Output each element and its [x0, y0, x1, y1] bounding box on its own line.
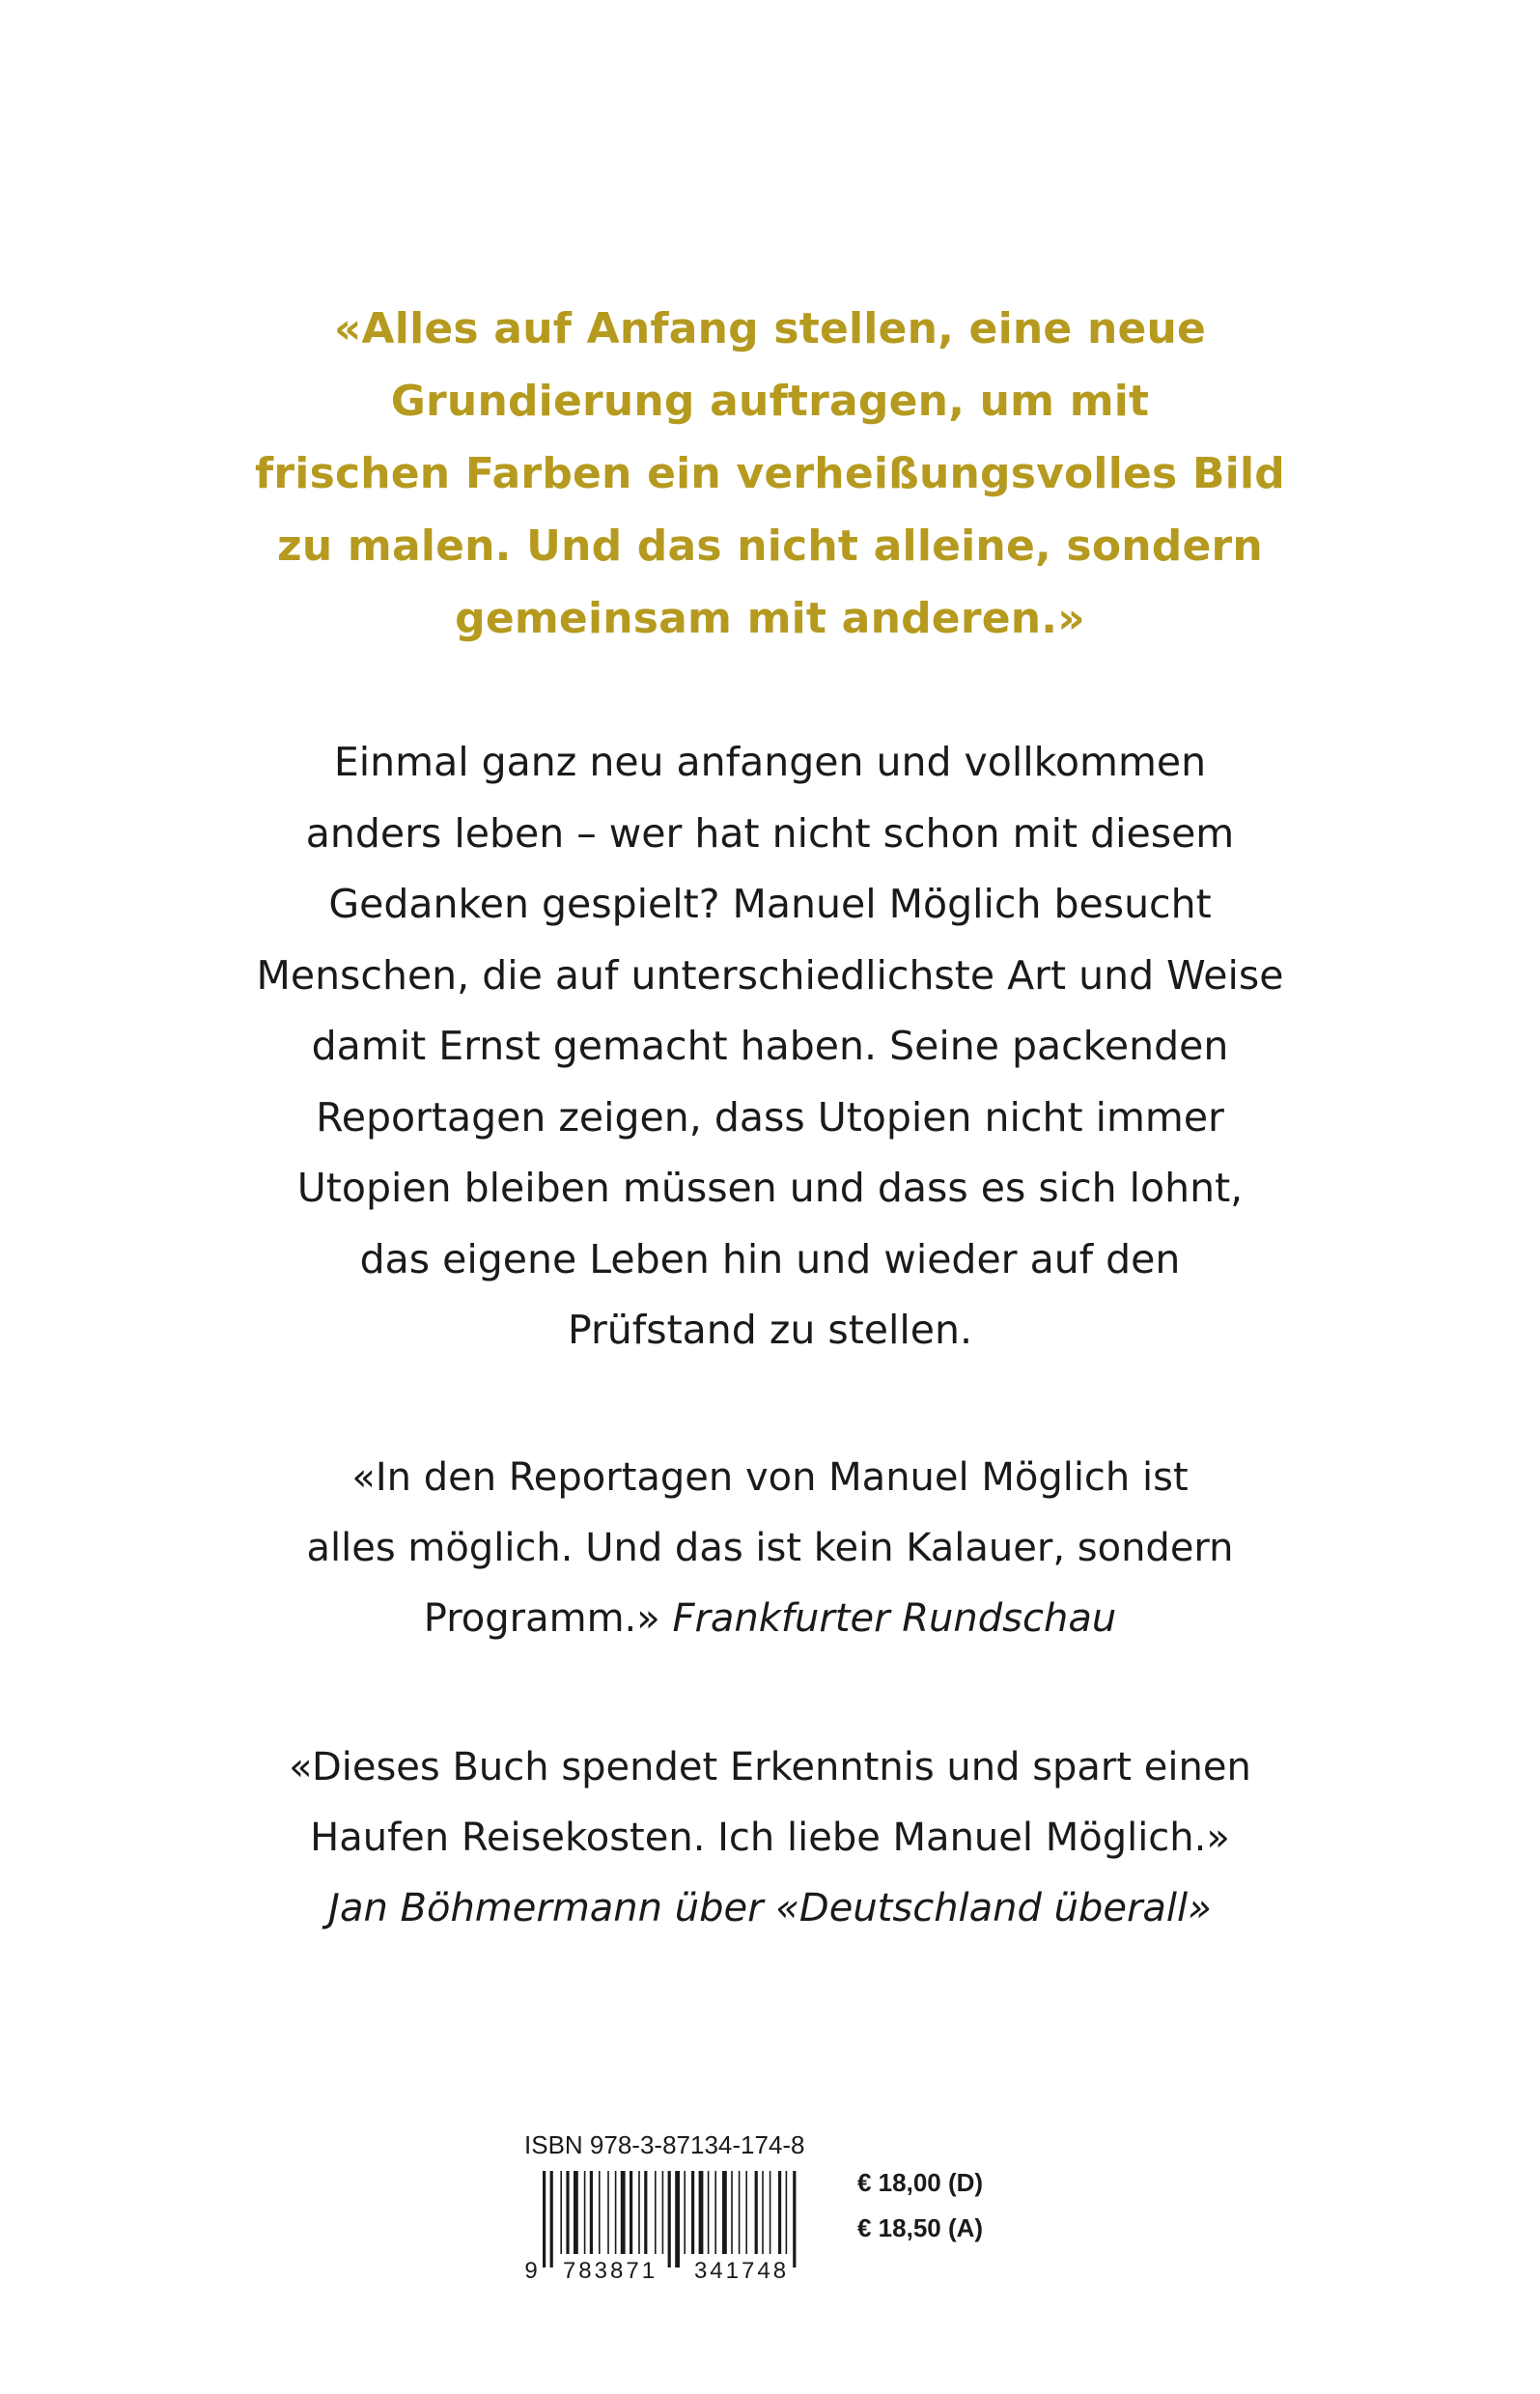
barcode-digits-left: 783871 — [562, 2258, 658, 2283]
barcode-bar — [691, 2171, 694, 2254]
barcode-bar — [793, 2171, 796, 2267]
barcode-bar — [722, 2171, 727, 2254]
barcode-bar — [644, 2171, 647, 2254]
barcode-bar — [786, 2171, 788, 2254]
review-text: Programm.» — [423, 1596, 660, 1641]
description-line: Reportagen zeigen, dass Utopien nicht immer — [316, 1093, 1224, 1141]
review-line: «Dieses Buch spendet Erkenntnis und spart einen — [289, 1745, 1251, 1789]
barcode-bar — [560, 2171, 562, 2254]
barcode-bar — [714, 2171, 716, 2254]
description-line: damit Ernst gemacht haben. Seine packenden — [311, 1023, 1229, 1069]
review-line — [0, 1584, 1540, 1654]
barcode-bar — [543, 2171, 546, 2267]
description-line: anders leben – wer hat nicht schon mit diesem — [305, 809, 1235, 857]
review-jan-boehmermann — [0, 1732, 1540, 1944]
barcode-bar — [655, 2171, 657, 2254]
description-line: Prüfstand zu stellen. — [567, 1307, 973, 1353]
barcode-digit-prefix: 9 — [524, 2258, 538, 2283]
barcode-bar — [708, 2171, 710, 2254]
barcode-bar — [739, 2171, 741, 2254]
price-austria: € 18,50 (A) — [857, 2213, 984, 2242]
isbn-label: ISBN 978-3-87134-174-8 — [524, 2130, 805, 2159]
review-source: Frankfurter Rundschau — [672, 1596, 1117, 1641]
pull-quote-line: zu malen. Und das nicht alleine, sondern — [277, 521, 1263, 571]
barcode-bar — [615, 2171, 617, 2254]
barcode-bar — [566, 2171, 569, 2254]
barcode-bar — [607, 2171, 609, 2254]
pull-quote-line: frischen Farben ein verheißungsvolles Bild — [255, 449, 1285, 498]
pull-quote-line: Grundierung auftragen, um mit — [390, 377, 1150, 426]
description-line: Utopien bleiben müssen und dass es sich lohnt, — [296, 1165, 1244, 1211]
barcode-bar — [762, 2171, 764, 2254]
barcode-bar — [675, 2171, 680, 2267]
review-frankfurter-rundschau — [0, 1443, 1540, 1654]
pull-quote-line: «Alles auf Anfang stellen, eine neue — [333, 304, 1207, 353]
barcode-bar — [584, 2171, 586, 2254]
pull-quote-line: gemeinsam mit anderen.» — [455, 594, 1085, 643]
review-line: alles möglich. Und das ist kein Kalauer, sondern — [306, 1526, 1234, 1570]
barcode-bar — [778, 2171, 781, 2254]
description-line: Gedanken gespielt? Manuel Möglich besucht — [328, 881, 1212, 927]
barcode-bar — [599, 2171, 601, 2254]
barcode-bar — [662, 2171, 664, 2254]
barcode-bar — [668, 2171, 671, 2267]
barcode-bar — [770, 2171, 771, 2254]
barcode-bar — [699, 2171, 704, 2254]
barcode — [523, 2169, 832, 2283]
barcode-digits-right: 341748 — [693, 2258, 790, 2283]
barcode-bar — [621, 2171, 626, 2254]
book-description — [0, 727, 1540, 1366]
barcode-bars — [543, 2171, 796, 2267]
barcode-bar — [630, 2171, 632, 2254]
pull-quote — [0, 293, 1540, 655]
review-line: Haufen Reisekosten. Ich liebe Manuel Möglich.» — [310, 1816, 1230, 1860]
description-line: das eigene Leben hin und wieder auf den — [359, 1235, 1181, 1282]
description-line: Einmal ganz neu anfangen und vollkommen — [333, 739, 1207, 785]
barcode-bar — [731, 2171, 733, 2254]
review-line: «In den Reportagen von Manuel Möglich ist — [351, 1455, 1189, 1500]
barcode-bar — [590, 2171, 593, 2254]
barcode-bar — [574, 2171, 578, 2254]
barcode-bar — [755, 2171, 758, 2254]
barcode-bar — [638, 2171, 640, 2254]
description-line: Menschen, die auf unterschiedlichste Art und Weise — [256, 951, 1284, 999]
review-source: Jan Böhmermann über «Deutschland überall» — [328, 1886, 1212, 1930]
barcode-bar — [684, 2171, 686, 2254]
barcode-bar — [550, 2171, 553, 2267]
barcode-bar — [745, 2171, 747, 2254]
price-germany: € 18,00 (D) — [857, 2168, 984, 2197]
